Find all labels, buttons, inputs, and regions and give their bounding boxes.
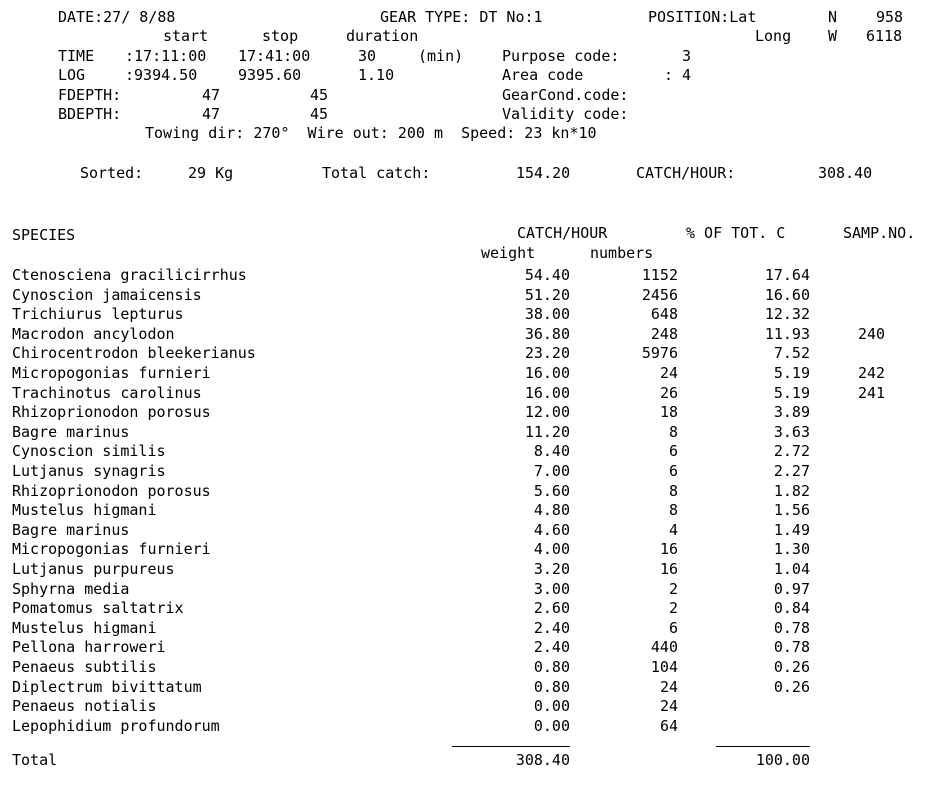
pct-value: 0.26: [773, 658, 810, 676]
numbers-value: 24: [659, 678, 678, 696]
weight-value: 4.60: [533, 521, 570, 539]
weight-value: 16.00: [524, 384, 570, 402]
species-name: Cynoscion jamaicensis: [12, 286, 202, 304]
numbers-value: 5976: [641, 344, 678, 362]
species-name: Rhizoprionodon porosus: [12, 482, 211, 500]
weight-value: 16.00: [524, 364, 570, 382]
weight-value: 2.40: [533, 619, 570, 637]
fdepth-start: 47: [202, 86, 221, 104]
weight-value: 3.00: [533, 580, 570, 598]
validity-label: Validity code:: [502, 105, 629, 123]
numbers-value: 16: [659, 560, 678, 578]
log-label: LOG: [58, 66, 86, 84]
bdepth-label: BDEPTH:: [58, 105, 122, 123]
species-name: Lutjanus purpureus: [12, 560, 175, 578]
pct-value: 3.89: [773, 403, 810, 421]
numbers-value: 1152: [641, 266, 678, 284]
time-start: :17:11:00: [125, 47, 207, 65]
species-name: Micropogonias furnieri: [12, 540, 211, 558]
numbers-value: 24: [659, 697, 678, 715]
numbers-value: 2: [668, 599, 678, 617]
weight-value: 8.40: [533, 442, 570, 460]
weight-value: 0.80: [533, 678, 570, 696]
species-name: Micropogonias furnieri: [12, 364, 211, 382]
numbers-header: numbers: [590, 244, 654, 262]
species-name: Lepophidium profundorum: [12, 717, 220, 735]
purpose-value: 3: [682, 47, 692, 65]
weight-value: 4.00: [533, 540, 570, 558]
numbers-value: 248: [650, 325, 678, 343]
pct-value: 1.82: [773, 482, 810, 500]
numbers-value: 8: [668, 423, 678, 441]
weight-header: weight: [481, 244, 536, 262]
samp-value: 240: [858, 325, 886, 343]
species-name: Mustelus higmani: [12, 501, 157, 519]
species-name: Penaeus subtilis: [12, 658, 157, 676]
pct-header: % OF TOT. C: [686, 224, 786, 242]
numbers-value: 6: [668, 442, 678, 460]
area-label: Area code: [502, 66, 584, 84]
species-name: Sphyrna media: [12, 580, 130, 598]
position-label: POSITION:Lat: [648, 8, 757, 26]
species-name: Diplectrum bivittatum: [12, 678, 202, 696]
weight-value: 54.40: [524, 266, 570, 284]
date-label: DATE:27/ 8/88: [58, 8, 176, 26]
species-name: Trachinotus carolinus: [12, 384, 202, 402]
weight-value: 0.00: [533, 717, 570, 735]
species-name: Bagre marinus: [12, 423, 130, 441]
pct-value: 5.19: [773, 384, 810, 402]
duration-unit: (min): [418, 47, 464, 65]
numbers-value: 26: [659, 384, 678, 402]
numbers-value: 104: [650, 658, 678, 676]
weight-value: 0.80: [533, 658, 570, 676]
weight-value: 36.80: [524, 325, 570, 343]
pct-value: 1.30: [773, 540, 810, 558]
numbers-value: 440: [650, 638, 678, 656]
weight-value: 12.00: [524, 403, 570, 421]
total-catch-label: Total catch:: [322, 164, 431, 182]
sorted-value: 29 Kg: [188, 164, 234, 182]
species-name: Bagre marinus: [12, 521, 130, 539]
pct-value: 1.56: [773, 501, 810, 519]
weight-value: 5.60: [533, 482, 570, 500]
numbers-value: 648: [650, 305, 678, 323]
time-stop: 17:41:00: [238, 47, 311, 65]
numbers-value: 8: [668, 482, 678, 500]
total-label: Total: [12, 751, 58, 769]
fdepth-stop: 45: [310, 86, 329, 104]
sorted-label: Sorted:: [80, 164, 144, 182]
species-name: Rhizoprionodon porosus: [12, 403, 211, 421]
species-name: Penaeus notialis: [12, 697, 157, 715]
species-name: Pellona harroweri: [12, 638, 166, 656]
towing-line: Towing dir: 270° Wire out: 200 m Speed: 23 kn*10: [145, 124, 597, 142]
long-label: Long: [755, 27, 792, 45]
pct-value: 3.63: [773, 423, 810, 441]
log-start: :9394.50: [125, 66, 198, 84]
pct-value: 1.04: [773, 560, 810, 578]
species-name: Ctenosciena gracilicirrhus: [12, 266, 247, 284]
time-label: TIME: [58, 47, 95, 65]
pct-value: 12.32: [764, 305, 810, 323]
weight-value: 23.20: [524, 344, 570, 362]
pct-value: 1.49: [773, 521, 810, 539]
purpose-label: Purpose code:: [502, 47, 620, 65]
pct-value: 17.64: [764, 266, 810, 284]
samp-value: 241: [858, 384, 886, 402]
duration-value: 30: [358, 47, 377, 65]
pct-value: 0.78: [773, 619, 810, 637]
pct-value: 0.26: [773, 678, 810, 696]
weight-value: 11.20: [524, 423, 570, 441]
numbers-value: 8: [668, 501, 678, 519]
numbers-value: 18: [659, 403, 678, 421]
samp-value: 242: [858, 364, 886, 382]
bdepth-start: 47: [202, 105, 221, 123]
catch-per-hour-label: CATCH/HOUR:: [636, 164, 736, 182]
samp-header: SAMP.NO.: [843, 224, 916, 242]
weight-value: 2.60: [533, 599, 570, 617]
numbers-value: 24: [659, 364, 678, 382]
pct-value: 11.93: [764, 325, 810, 343]
pct-value: 16.60: [764, 286, 810, 304]
lat-value: 958: [876, 8, 904, 26]
log-diff: 1.10: [358, 66, 395, 84]
total-weight: 308.40: [515, 751, 570, 769]
species-name: Trichiurus lepturus: [12, 305, 184, 323]
species-name: Pomatomus saltatrix: [12, 599, 184, 617]
numbers-value: 16: [659, 540, 678, 558]
pct-value: 5.19: [773, 364, 810, 382]
catch-per-hour-value: 308.40: [818, 164, 873, 182]
duration-label: duration: [346, 27, 419, 45]
numbers-value: 2456: [641, 286, 678, 304]
gear-type: GEAR TYPE: DT No:1: [380, 8, 543, 26]
log-stop: 9395.60: [238, 66, 302, 84]
species-name: Mustelus higmani: [12, 619, 157, 637]
long-dir: W: [828, 27, 838, 45]
species-header: SPECIES: [12, 226, 76, 244]
weight-value: 4.80: [533, 501, 570, 519]
pct-value: 0.84: [773, 599, 810, 617]
pct-value: 0.97: [773, 580, 810, 598]
weight-total-rule: [452, 746, 570, 747]
weight-value: 7.00: [533, 462, 570, 480]
gearcond-label: GearCond.code:: [502, 86, 629, 104]
numbers-value: 4: [668, 521, 678, 539]
pct-value: 2.72: [773, 442, 810, 460]
weight-value: 38.00: [524, 305, 570, 323]
species-name: Lutjanus synagris: [12, 462, 166, 480]
pct-value: 2.27: [773, 462, 810, 480]
species-name: Cynoscion similis: [12, 442, 166, 460]
catch-hour-header: CATCH/HOUR: [517, 224, 608, 242]
numbers-value: 6: [668, 462, 678, 480]
weight-value: 0.00: [533, 697, 570, 715]
numbers-value: 6: [668, 619, 678, 637]
bdepth-stop: 45: [310, 105, 329, 123]
long-value: 6118: [866, 27, 903, 45]
species-name: Chirocentrodon bleekerianus: [12, 344, 256, 362]
species-name: Macrodon ancylodon: [12, 325, 175, 343]
pct-total-rule: [716, 746, 810, 747]
lat-dir: N: [828, 8, 838, 26]
weight-value: 3.20: [533, 560, 570, 578]
numbers-value: 2: [668, 580, 678, 598]
numbers-value: 64: [659, 717, 678, 735]
stop-label: stop: [262, 27, 299, 45]
pct-value: 7.52: [773, 344, 810, 362]
total-pct: 100.00: [755, 751, 810, 769]
fdepth-label: FDEPTH:: [58, 86, 122, 104]
total-catch-value: 154.20: [516, 164, 571, 182]
area-value: : 4: [664, 66, 692, 84]
weight-value: 2.40: [533, 638, 570, 656]
start-label: start: [163, 27, 209, 45]
pct-value: 0.78: [773, 638, 810, 656]
weight-value: 51.20: [524, 286, 570, 304]
